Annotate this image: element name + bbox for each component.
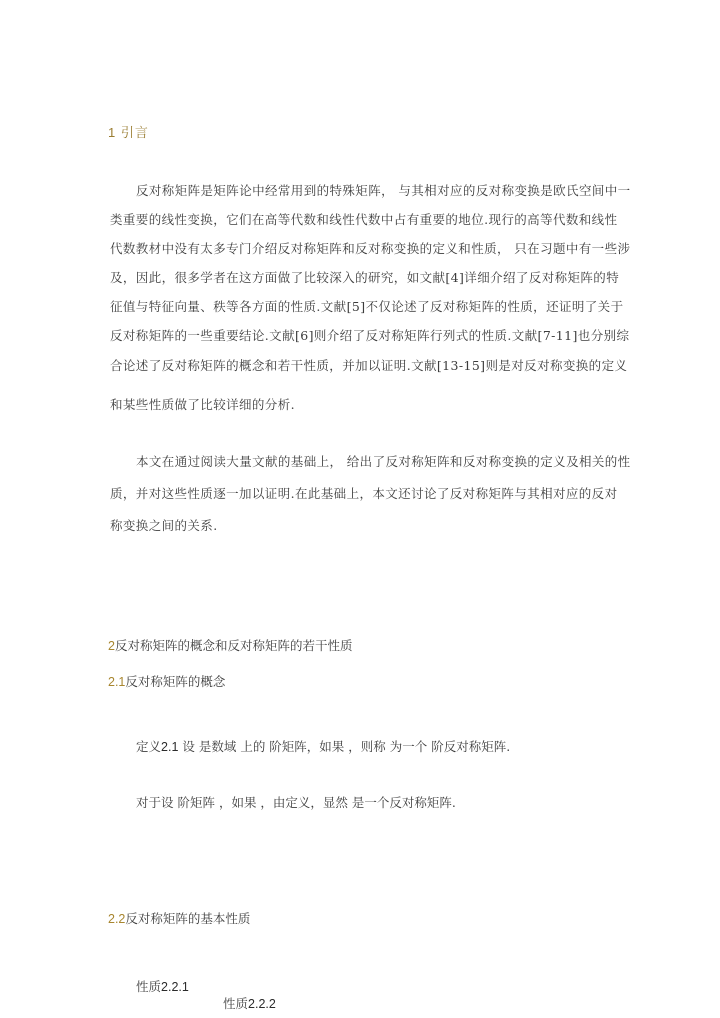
- property-label: 性质: [223, 996, 249, 1011]
- property-2-2-1: [136, 977, 189, 995]
- paragraph-line: 称变换之间的关系.: [110, 518, 218, 533]
- paragraph-line: 本文在通过阅读大量文献的基础上， 给出了反对称矩阵和反对称变换的定义及相关的性: [136, 454, 631, 469]
- property-number: 2.2.2: [248, 997, 276, 1011]
- definition-text: 设 是数域 上的 阶矩阵，如果 ，则称 为一个 阶反对称矩阵.: [178, 739, 511, 754]
- subsection-title: 反对称矩阵的概念: [125, 674, 226, 689]
- definition-number: 2.1: [161, 740, 179, 754]
- paragraph-line: 类重要的线性变换，它们在高等代数和线性代数中占有重要的地位.现行的高等代数和线性: [110, 212, 618, 227]
- subsection-number: 2.1: [108, 675, 126, 689]
- paragraph-line: 征值与特征向量、秩等各方面的性质.文献[5]不仅论述了反对称矩阵的性质，还证明了关于: [110, 299, 624, 314]
- paragraph-line: 反对称矩阵的一些重要结论.文献[6]则介绍了反对称矩阵行列式的性质.文献[7-11]也分别综: [110, 328, 630, 343]
- paragraph-line: 及，因此，很多学者在这方面做了比较深入的研究，如文献[4]详细介绍了反对称矩阵的特: [110, 270, 620, 285]
- definition-label: 定义: [136, 739, 162, 754]
- section-number: 2: [108, 639, 115, 653]
- subsection-title: 反对称矩阵的基本性质: [125, 911, 251, 926]
- paragraph-line: 反对称矩阵是矩阵论中经常用到的特殊矩阵， 与其相对应的反对称变换是欧氏空间中一: [136, 183, 631, 198]
- subsection-number: 2.2: [108, 912, 126, 926]
- section-title: 反对称矩阵的概念和反对称矩阵的若干性质: [114, 638, 353, 653]
- paragraph-line: 合论述了反对称矩阵的概念和若干性质，并加以证明.文献[13-15]则是对反对称变换的定义: [110, 358, 628, 373]
- paragraph-line: 和某些性质做了比较详细的分析.: [110, 397, 295, 412]
- property-number: 2.2.1: [161, 980, 189, 994]
- definition-remark: 对于设 阶矩阵 ，如果 ，由定义，显然 是一个反对称矩阵.: [136, 795, 456, 810]
- subsection-heading-2-2: [108, 909, 250, 927]
- definition-2-1: [136, 737, 510, 755]
- property-label: 性质: [136, 979, 162, 994]
- section-heading-introduction: 1 引言: [108, 125, 149, 140]
- property-2-2-2: [223, 994, 276, 1012]
- paragraph-line: 质，并对这些性质逐一加以证明.在此基础上，本文还讨论了反对称矩阵与其相对应的反对: [110, 486, 618, 501]
- subsection-heading-2-1: [108, 672, 225, 690]
- section-heading-2: [108, 636, 352, 654]
- paragraph-line: 代数教材中没有太多专门介绍反对称矩阵和反对称变换的定义和性质， 只在习题中有一些涉: [110, 241, 631, 256]
